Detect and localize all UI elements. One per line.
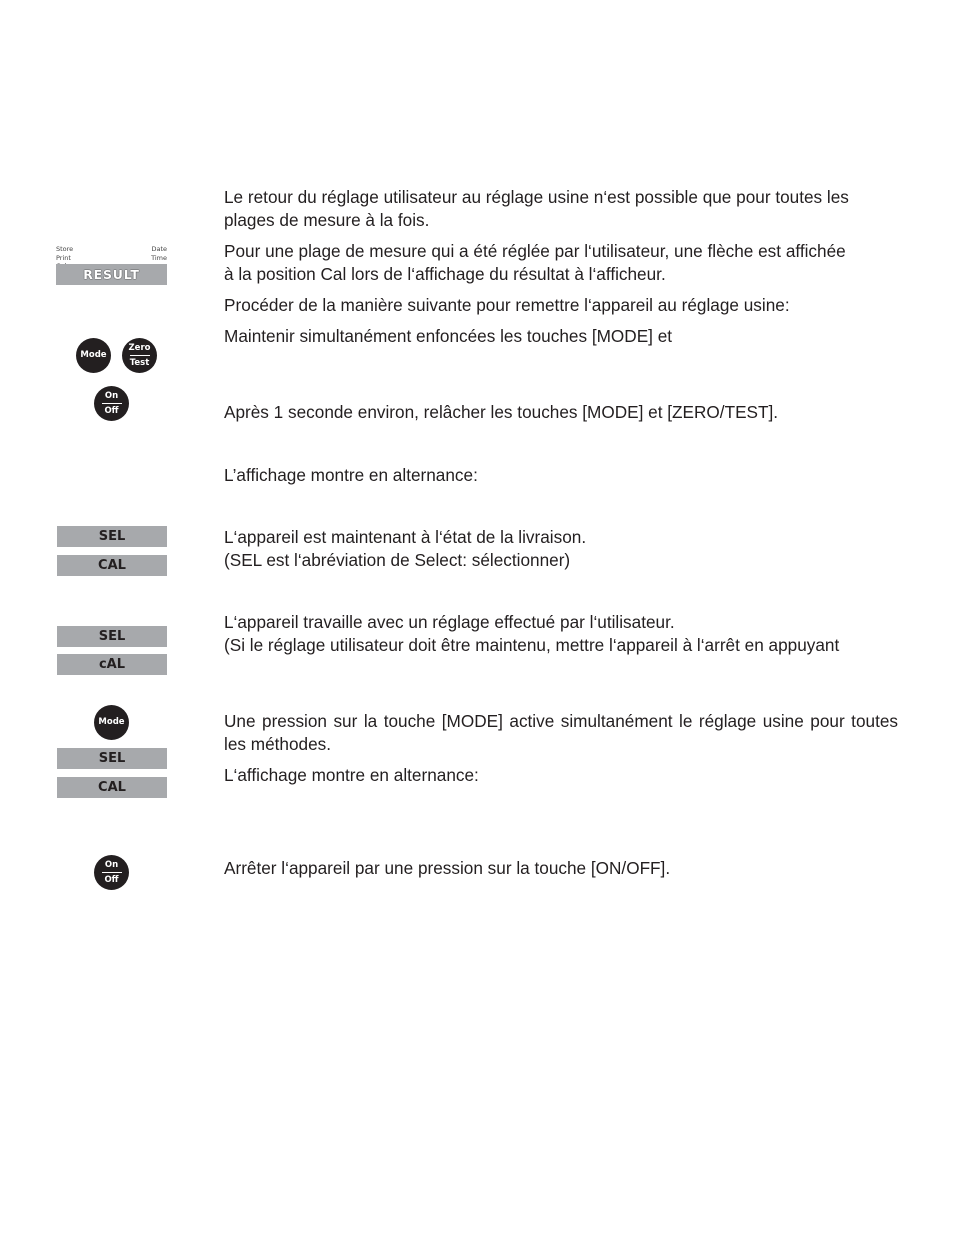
off-key-label: Off (104, 875, 119, 885)
display-cal: CAL (57, 555, 167, 576)
mode-key-icon (94, 705, 129, 740)
paragraph-display-alternates: L’affichage montre en alternance: (224, 465, 478, 485)
time-label: Time (151, 253, 167, 262)
paragraph-arrow-info (224, 240, 898, 285)
result-display (56, 245, 167, 282)
paragraph-line: Pour une plage de mesure qui a été réglée par l‘utilisateur, une flèche est affichée (224, 241, 846, 261)
paragraph-user-calibration (224, 611, 898, 656)
mode-key-icon (76, 338, 111, 373)
paragraph-line: (Si le réglage utilisateur doit être maintenu, mettre l‘appareil à l‘arrêt en appuyant (224, 634, 840, 655)
result-bar: RESULT (56, 264, 167, 285)
on-key-label: On (104, 860, 119, 870)
mode-key-label: Mode (80, 350, 107, 360)
paragraph-factory-state (224, 526, 898, 571)
display-sel: SEL (57, 526, 167, 547)
off-key-label: Off (104, 406, 119, 416)
paragraph-reset-scope (224, 186, 898, 231)
paragraph-line: Le retour du réglage utilisateur au réglage usine n‘est possible que pour toutes les (224, 187, 849, 207)
zero-test-key-icon (122, 338, 157, 373)
display-sel: SEL (57, 626, 167, 647)
display-cal-user: cAL (57, 654, 167, 675)
date-label: Date (151, 245, 167, 253)
print-label: Print (56, 253, 71, 262)
mode-key-label: Mode (98, 717, 125, 727)
paragraph-switch-off: Arrêter l‘appareil par une pression sur la touche [ON/OFF]. (224, 858, 671, 878)
paragraph-hold-keys: Maintenir simultanément enfoncées les touches [MODE] et (224, 326, 673, 346)
paragraph-mode-press: Une pression sur la touche [MODE] active simultanément le réglage usine pour toutes les méthodes. (224, 711, 898, 754)
zero-key-label: Zero (128, 343, 151, 353)
paragraph-line: à la position Cal lors de l‘affichage du résultat à l‘afficheur. (224, 263, 666, 284)
on-off-key-icon (94, 855, 129, 890)
store-label: Store (56, 245, 74, 253)
paragraph-line: (SEL est l‘abréviation de Select: sélectionner) (224, 549, 571, 570)
paragraph-display-alternates-2: L‘affichage montre en alternance: (224, 765, 479, 785)
paragraph-line: L‘appareil travaille avec un réglage effectué par l‘utilisateur. (224, 612, 675, 632)
display-sel: SEL (57, 748, 167, 769)
test-key-label: Test (129, 358, 150, 368)
on-key-label: On (104, 391, 119, 401)
on-off-key-icon (94, 386, 129, 421)
paragraph-line: plages de mesure à la fois. (224, 209, 430, 230)
paragraph-line: L‘appareil est maintenant à l‘état de la livraison. (224, 527, 587, 547)
paragraph-procedure: Procéder de la manière suivante pour remettre l‘appareil au réglage usine: (224, 295, 790, 315)
paragraph-release-keys: Après 1 seconde environ, relâcher les touches [MODE] et [ZERO/TEST]. (224, 402, 779, 422)
display-cal: CAL (57, 777, 167, 798)
